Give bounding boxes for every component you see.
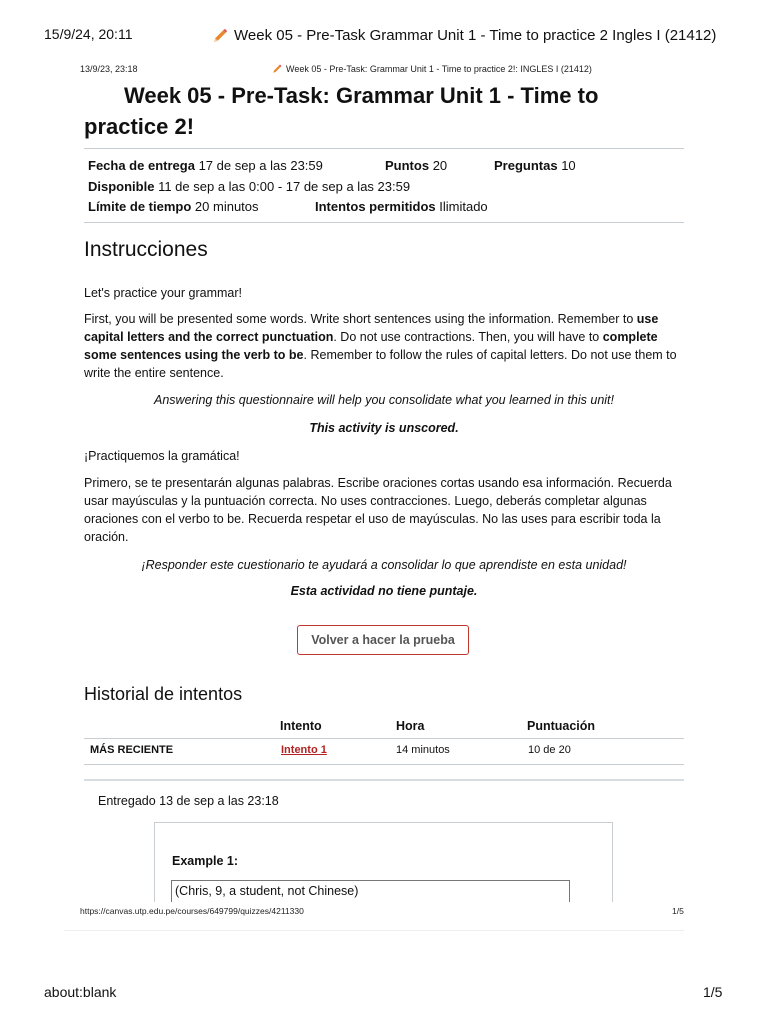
unscored-note: This activity is unscored. <box>309 421 459 435</box>
instructions-paragraph: First, you will be presented some words. Write short sentences using the information. Remember to use capital letters and the correct punctuation. Do not use contractions. Then, you will have to complete some sentences using the verb to be. Remember to follow the rules of capital letters. Do not use them to write the entire sentence. <box>84 312 677 380</box>
divider <box>64 930 684 931</box>
question-label: Example 1: <box>172 854 239 868</box>
available-label: Disponible <box>88 179 155 194</box>
instructions-heading: Instrucciones <box>84 238 208 261</box>
attempts-value: Ilimitado <box>439 199 488 214</box>
questions-label: Preguntas <box>494 158 558 173</box>
attempts-label: Intentos permitidos <box>315 199 436 214</box>
pencil-icon <box>272 64 282 74</box>
attempt-link[interactable]: Intento 1 <box>281 744 327 756</box>
print-tab-title: Week 05 - Pre-Task Grammar Unit 1 - Time to practice 2 Ingles I (21412) <box>212 27 716 44</box>
questions-value: 10 <box>561 158 576 173</box>
attempt-time: 14 minutos <box>396 744 450 756</box>
column-header-attempt: Intento <box>280 719 322 733</box>
instructions-paragraph: Let's practice your grammar! <box>84 286 242 300</box>
inner-footer-url: https://canvas.utp.edu.pe/courses/649799/quizzes/4211330 <box>80 906 304 916</box>
due-value: 17 de sep a las 23:59 <box>198 158 323 173</box>
page-title: Week 05 - Pre-Task: Grammar Unit 1 - Time to practice 2! <box>84 83 599 139</box>
time-limit-label: Límite de tiempo <box>88 199 192 214</box>
inner-footer-page: 1/5 <box>672 906 684 916</box>
quiz-meta-row-1 <box>88 158 327 173</box>
instructions-paragraph: ¡Practiquemos la gramática! <box>84 449 240 463</box>
time-limit-value: 20 minutos <box>194 199 259 214</box>
attempt-history-heading: Historial de intentos <box>84 684 243 704</box>
unscored-note: Esta actividad no tiene puntaje. <box>290 584 478 598</box>
instructions-note: ¡Responder este cuestionario te ayudará a consolidar lo que aprendiste en esta unidad! <box>141 558 627 572</box>
attempt-score: 10 de 20 <box>528 744 571 756</box>
divider <box>84 222 684 223</box>
attempts-meta <box>315 199 492 214</box>
available-value: 11 de sep a las 0:00 - 17 de sep a las 23:59 <box>158 179 411 194</box>
pencil-icon <box>212 28 228 44</box>
points-value: 20 <box>432 158 448 173</box>
retake-quiz-button[interactable]: Volver a hacer la prueba <box>297 625 469 655</box>
divider <box>84 738 684 739</box>
points-meta <box>385 158 451 173</box>
points-label: Puntos <box>385 158 430 173</box>
print-footer-url: about:blank <box>44 984 117 1000</box>
column-header-time: Hora <box>396 719 425 733</box>
row-label: MÁS RECIENTE <box>90 744 174 756</box>
due-label: Fecha de entrega <box>88 158 195 173</box>
divider <box>84 779 684 781</box>
questions-meta <box>494 158 580 173</box>
inner-print-title: Week 05 - Pre-Task: Grammar Unit 1 - Time to practice 2!: INGLES I (21412) <box>272 64 592 74</box>
column-header-score: Puntuación <box>527 719 596 733</box>
submitted-text: Entregado 13 de sep a las 23:18 <box>98 794 279 808</box>
divider <box>84 148 684 149</box>
instructions-note: Answering this questionnaire will help you consolidate what you learned in this unit! <box>154 393 614 407</box>
divider <box>84 764 684 765</box>
available-meta <box>88 179 414 194</box>
print-datetime: 15/9/24, 20:11 <box>44 26 133 42</box>
print-footer-page: 1/5 <box>703 984 723 1000</box>
instructions-paragraph: Primero, se te presentarán algunas palabras. Escribe oraciones cortas usando esa información. Recuerda usar mayúsculas y la puntuación correcta. No uses contracciones. Luego, deberás completar algunas oraciones con el verbo to be. Recuerda respetar el uso de mayúsculas. No las uses para escribir toda la oración. <box>84 476 672 544</box>
question-prompt: (Chris, 9, a student, not Chinese) <box>171 880 570 902</box>
time-limit-meta <box>88 199 263 214</box>
inner-print-datetime: 13/9/23, 23:18 <box>80 64 138 74</box>
